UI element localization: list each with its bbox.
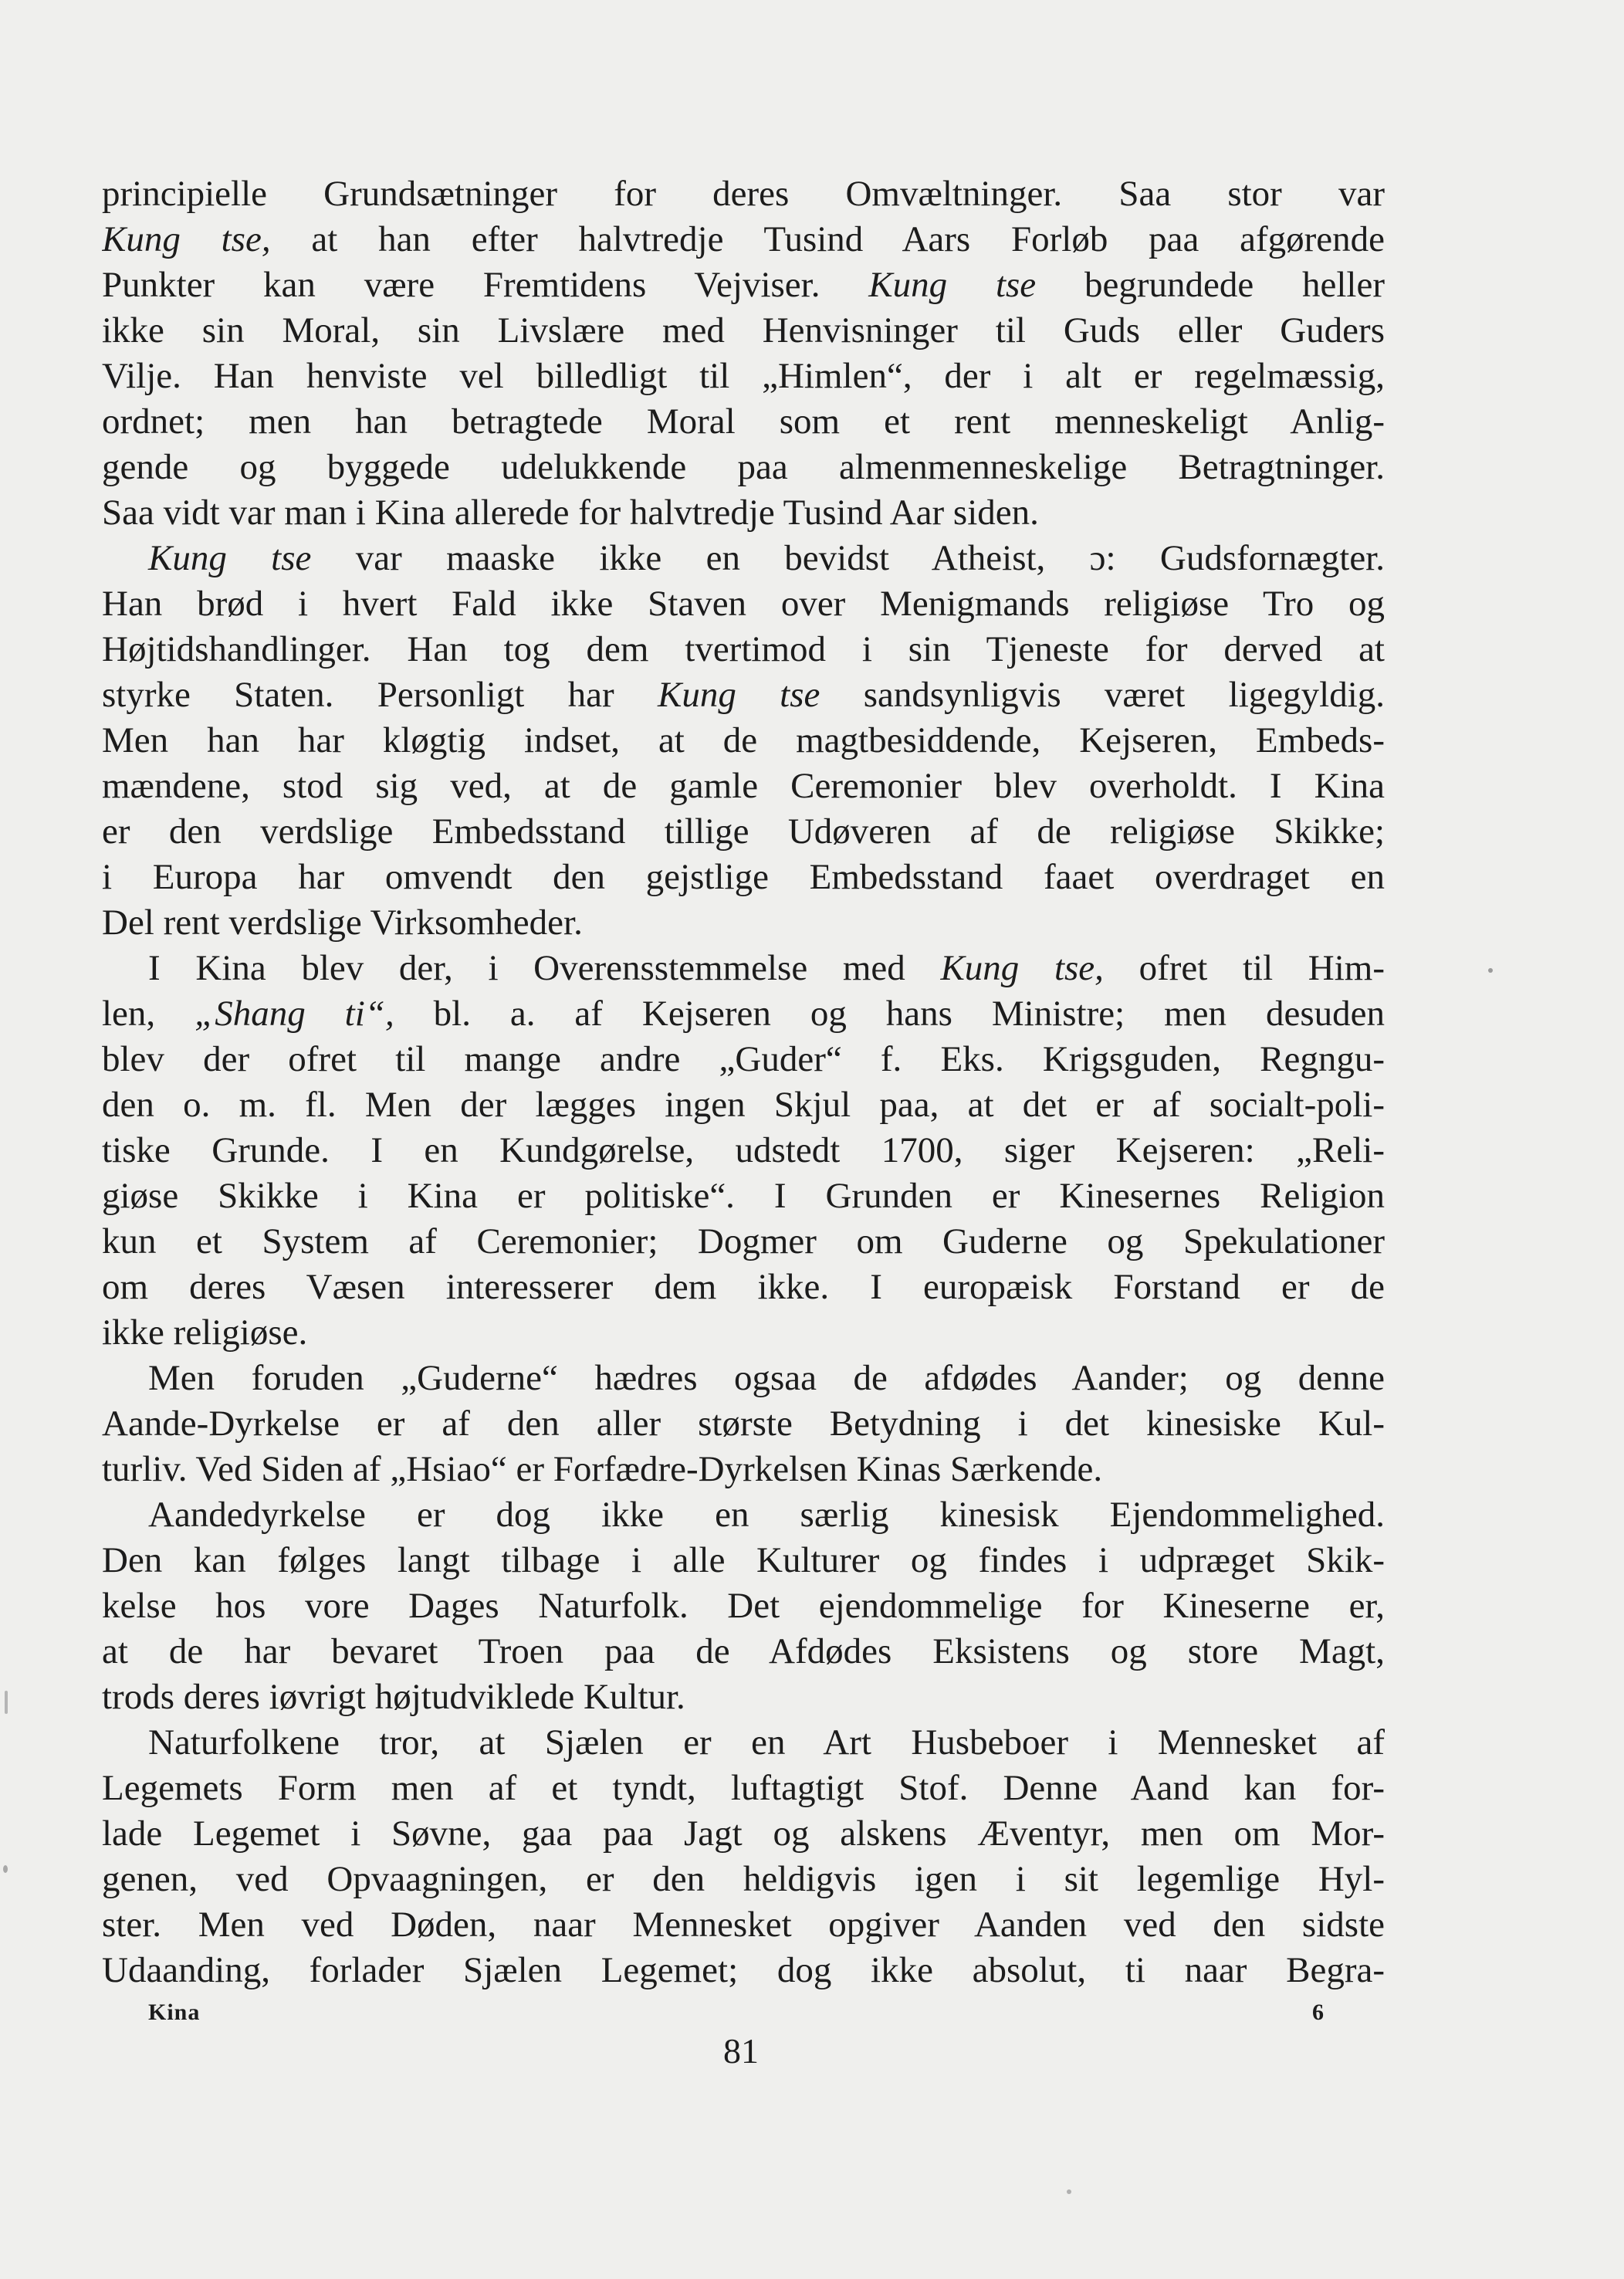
- text-segment: I Kina blev der, i Overensstemmelse med: [148, 948, 941, 988]
- text-segment: i Europa har omvendt den gejstlige Embedsstand faaet overdraget en: [102, 857, 1385, 897]
- text-segment: mændene, stod sig ved, at de gamle Ceremonier blev overholdt. I Kina: [102, 766, 1385, 806]
- text-line: [102, 627, 1385, 672]
- text-line: [102, 900, 1385, 946]
- text-segment: var maaske ikke en bevidst Atheist, ɔ: Gudsfornægter.: [311, 538, 1385, 578]
- body-text: [102, 171, 1385, 1993]
- text-segment: ofret til Him-: [1103, 948, 1385, 988]
- text-segment: sandsynligvis været ligegyldig.: [820, 675, 1385, 715]
- text-segment: er den verdslige Embedsstand tillige Udøveren af de religiøse Skikke;: [102, 811, 1385, 852]
- text-line: [102, 1629, 1385, 1675]
- text-segment: Vilje. Han henviste vel billedligt til „Himlen“, der i alt er regelmæssig,: [102, 356, 1385, 396]
- text-line: [102, 1219, 1385, 1265]
- text-segment: ikke religiøse.: [102, 1312, 308, 1353]
- text-line: [102, 308, 1385, 354]
- italic-segment: Kung tse: [868, 265, 1037, 305]
- text-segment: Legemets Form men af et tyndt, luftagtigt Stof. Denne Aand kan for-: [102, 1768, 1385, 1808]
- text-segment: blev der ofret til mange andre „Guder“ f. Eks. Krigsguden, Regngu-: [102, 1039, 1385, 1079]
- text-segment: lade Legemet i Søvne, gaa paa Jagt og alskens Æventyr, men om Mor-: [102, 1813, 1385, 1854]
- text-segment: Den kan følges langt tilbage i alle Kulturer og findes i udpræget Skik-: [102, 1540, 1385, 1580]
- text-segment: Aande-Dyrkelse er af den aller største Betydning i det kinesiske Kul-: [102, 1404, 1385, 1444]
- text-line: [102, 1766, 1385, 1811]
- margin-speck: [5, 1691, 8, 1714]
- text-line: [102, 445, 1385, 490]
- text-segment: begrundede heller: [1036, 265, 1385, 305]
- text-line: [102, 764, 1385, 809]
- text-line: [102, 217, 1385, 262]
- text-segment: kelse hos vore Dages Naturfolk. Det ejendommelige for Kineserne er,: [102, 1586, 1385, 1626]
- text-segment: Men foruden „Guderne“ hædres ogsaa de afdødes Aander; og denne: [148, 1358, 1385, 1398]
- text-segment: at han efter halvtredje Tusind Aars Forløb paa afgørende: [270, 219, 1385, 259]
- text-line: [102, 718, 1385, 764]
- text-segment: kun et System af Ceremonier; Dogmer om Guderne og Spekulationer: [102, 1221, 1385, 1261]
- text-segment: Aandedyrkelse er dog ikke en særlig kinesisk Ejendommelighed.: [148, 1495, 1385, 1535]
- text-segment: principielle Grundsætninger for deres Omvæltninger. Saa stor var: [102, 174, 1385, 214]
- text-segment: ikke sin Moral, sin Livslære med Henvisninger til Guds eller Guders: [102, 310, 1385, 350]
- text-line: [102, 1356, 1385, 1401]
- text-segment: tiske Grunde. I en Kundgørelse, udstedt 1700, siger Kejseren: „Reli-: [102, 1130, 1385, 1170]
- text-segment: gende og byggede udelukkende paa almenmenneskelige Betragtninger.: [102, 447, 1385, 487]
- text-line: [102, 672, 1385, 718]
- text-line: [102, 171, 1385, 217]
- text-segment: giøse Skikke i Kina er politiske“. I Grunden er Kinesernes Religion: [102, 1176, 1385, 1216]
- italic-segment: „Shang ti“,: [195, 994, 394, 1034]
- text-segment: at de har bevaret Troen paa de Afdødes Eksistens og store Magt,: [102, 1631, 1385, 1671]
- text-line: [102, 1902, 1385, 1948]
- text-line: [102, 1082, 1385, 1128]
- text-segment: den o. m. fl. Men der lægges ingen Skjul paa, at det er af socialt-poli-: [102, 1085, 1385, 1125]
- text-line: [102, 581, 1385, 627]
- text-segment: bl. a. af Kejseren og hans Ministre; men desuden: [394, 994, 1385, 1034]
- text-segment: Højtidshandlinger. Han tog dem tvertimod i sin Tjeneste for derved at: [102, 629, 1385, 669]
- text-segment: om deres Væsen interesserer dem ikke. I europæisk Forstand er de: [102, 1267, 1385, 1307]
- italic-segment: Kung tse,: [940, 948, 1104, 988]
- text-line: [102, 946, 1385, 991]
- text-line: [102, 1310, 1385, 1356]
- italic-segment: Kung tse,: [102, 219, 271, 259]
- text-line: [102, 1492, 1385, 1538]
- text-line: [102, 1811, 1385, 1857]
- text-line: [102, 1128, 1385, 1173]
- text-segment: Udaanding, forlader Sjælen Legemet; dog ikke absolut, ti naar Begra-: [102, 1950, 1385, 1990]
- text-line: [102, 1720, 1385, 1766]
- text-segment: trods deres iøvrigt højtudviklede Kultur.: [102, 1677, 685, 1717]
- text-segment: ster. Men ved Døden, naar Mennesket opgiver Aanden ved den sidste: [102, 1905, 1385, 1945]
- text-line: [102, 1173, 1385, 1219]
- signature-mark: Kina: [148, 2000, 201, 2025]
- margin-speck: [3, 1865, 8, 1873]
- text-segment: turliv. Ved Siden af „Hsiao“ er Forfædre-Dyrkelsen Kinas Særkende.: [102, 1449, 1103, 1489]
- margin-speck: [1067, 2189, 1071, 2194]
- text-line: [102, 855, 1385, 900]
- italic-segment: Kung tse: [148, 538, 312, 578]
- text-segment: ordnet; men han betragtede Moral som et rent menneskeligt Anlig-: [102, 401, 1385, 442]
- text-line: [102, 1948, 1385, 1993]
- text-line: [102, 1037, 1385, 1082]
- text-line: [102, 809, 1385, 855]
- text-segment: Saa vidt var man i Kina allerede for halvtredje Tusind Aar siden.: [102, 493, 1039, 533]
- text-segment: Del rent verdslige Virksomheder.: [102, 902, 583, 943]
- text-segment: genen, ved Opvaagningen, er den heldigvis igen i sit legemlige Hyl-: [102, 1859, 1385, 1899]
- text-segment: Men han har kløgtig indset, at de magtbesiddende, Kejseren, Embeds-: [102, 720, 1385, 760]
- text-line: [102, 536, 1385, 581]
- text-line: [102, 490, 1385, 536]
- text-line: [102, 1857, 1385, 1902]
- text-line: [102, 1675, 1385, 1720]
- text-line: [102, 354, 1385, 399]
- text-segment: Han brød i hvert Fald ikke Staven over Menigmands religiøse Tro og: [102, 584, 1385, 624]
- margin-speck: [1488, 968, 1493, 973]
- text-line: [102, 1447, 1385, 1492]
- text-line: [102, 991, 1385, 1037]
- text-line: [102, 1401, 1385, 1447]
- text-line: [102, 1265, 1385, 1310]
- italic-segment: Kung tse: [658, 675, 820, 715]
- text-segment: styrke Staten. Personligt har: [102, 675, 658, 715]
- text-line: [102, 399, 1385, 445]
- text-line: [102, 1583, 1385, 1629]
- text-line: [102, 1538, 1385, 1583]
- text-segment: Punkter kan være Fremtidens Vejviser.: [102, 265, 869, 305]
- text-segment: Naturfolkene tror, at Sjælen er en Art Husbeboer i Mennesket af: [148, 1722, 1385, 1763]
- signature-number: 6: [1312, 2000, 1324, 2025]
- text-segment: len,: [102, 994, 195, 1034]
- page-number: 81: [723, 2031, 759, 2071]
- text-line: [102, 262, 1385, 308]
